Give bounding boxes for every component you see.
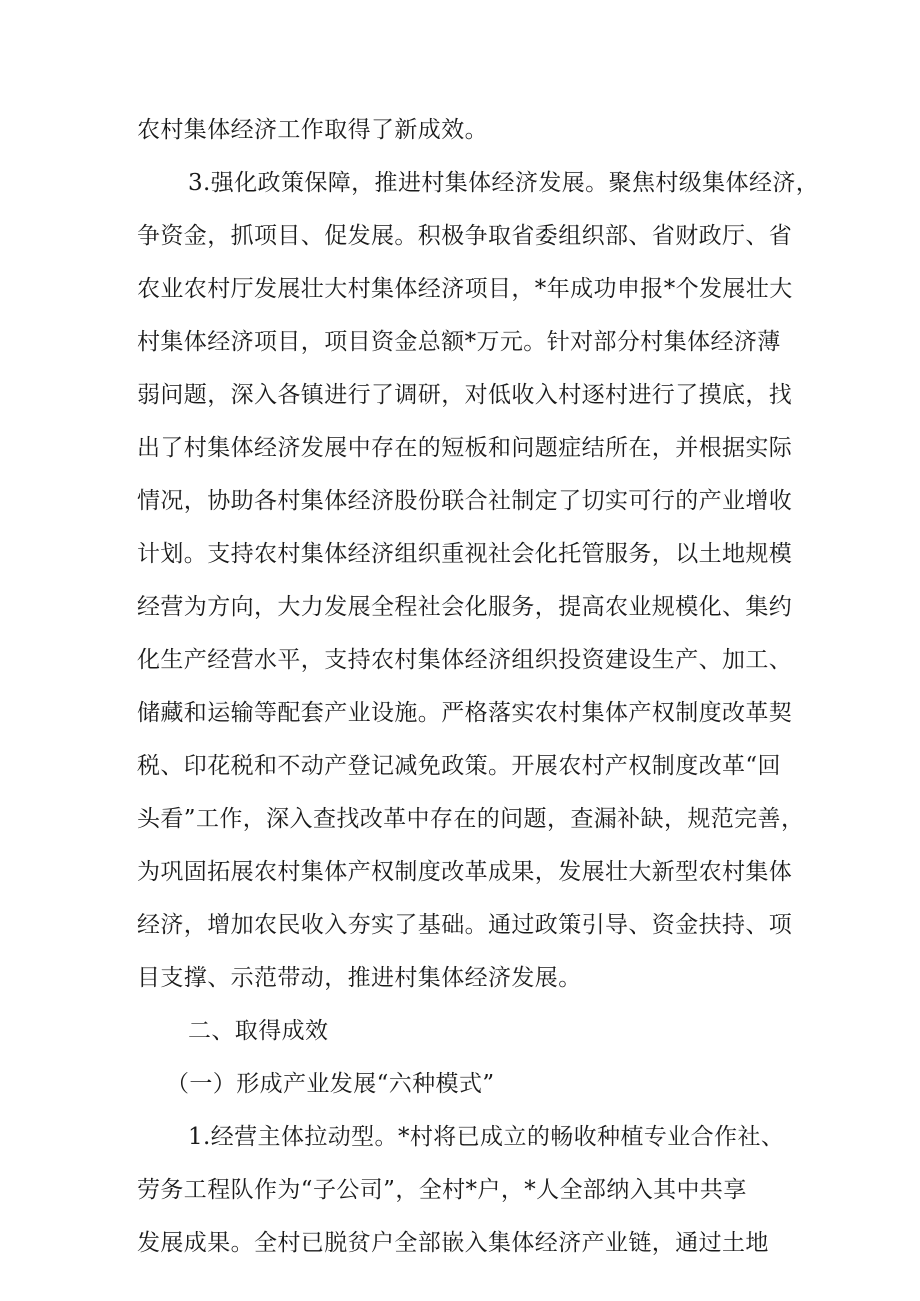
text-line: 争资金，抓项目、促发展。积极争取省委组织部、省财政厅、省 (137, 223, 793, 249)
section-heading: 二、取得成效 (188, 1018, 329, 1044)
text-line: 情况，协助各村集体经济股份联合社制定了切实可行的产业增收 (137, 488, 793, 514)
text-line: 计划。支持农村集体经济组织重视社会化托管服务，以土地规模 (137, 541, 793, 567)
text-line: 出了村集体经济发展中存在的短板和问题症结所在，并根据实际 (137, 435, 793, 461)
text-line: 化生产经营水平，支持农村集体经济组织投资建设生产、加工、 (137, 647, 793, 673)
text-line: 储藏和运输等配套产业设施。严格落实农村集体产权制度改革契 (137, 700, 793, 726)
text-line: 经济，增加农民收入夯实了基础。通过政策引导、资金扶持、项 (137, 912, 793, 938)
text-line: 经营为方向，大力发展全程社会化服务，提高农业规模化、集约 (137, 594, 793, 620)
text-line: 税、印花税和不动产登记减免政策。开展农村产权制度改革“回 (137, 753, 781, 779)
text-line: 农村集体经济工作取得了新成效。 (137, 117, 488, 143)
text-line: 弱问题，深入各镇进行了调研，对低收入村逐村进行了摸底，找 (137, 382, 793, 408)
text-line: 村集体经济项目，项目资金总额*万元。针对部分村集体经济薄 (137, 329, 781, 355)
text-line: 3.强化政策保障，推进村集体经济发展。聚焦村级集体经济， (188, 170, 820, 196)
text-line: 目支撑、示范带动，推进村集体经济发展。 (137, 965, 582, 991)
text-line: 头看”工作，深入查找改革中存在的问题，查漏补缺，规范完善， (137, 806, 805, 832)
subsection-heading: （一）形成产业发展“六种模式” (166, 1071, 495, 1097)
text-line: 发展成果。全村已脱贫户全部嵌入集体经济产业链，通过土地 (137, 1230, 769, 1256)
text-line: 农业农村厅发展壮大村集体经济项目，*年成功申报*个发展壮大 (137, 276, 793, 302)
text-line: 劳务工程队作为“子公司”，全村*户，*人全部纳入其中共享 (137, 1177, 747, 1203)
text-line: 1.经营主体拉动型。*村将已成立的畅收种植专业合作社、 (188, 1124, 785, 1150)
text-line: 为巩固拓展农村集体产权制度改革成果，发展壮大新型农村集体 (137, 859, 793, 885)
